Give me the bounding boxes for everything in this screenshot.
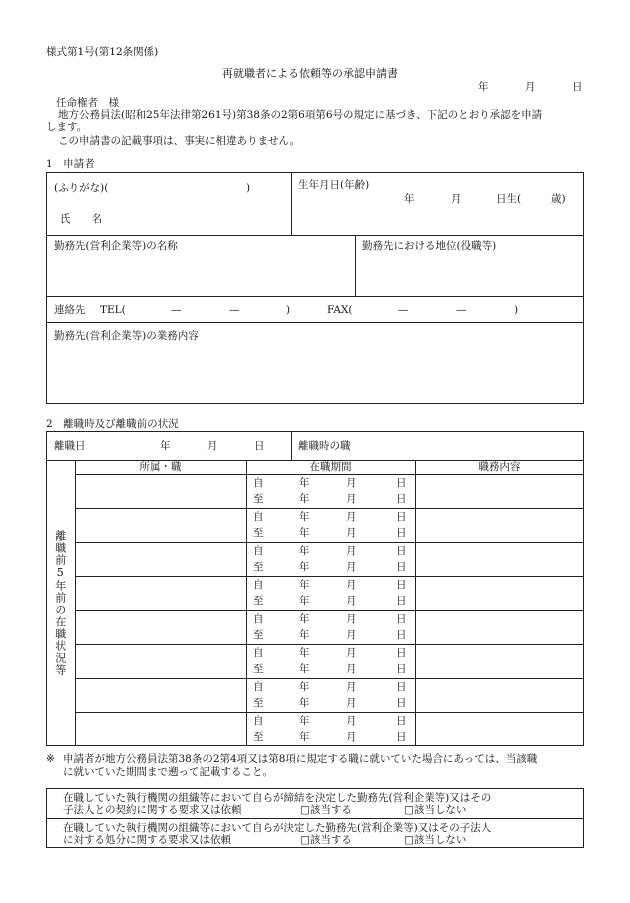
history-row-divider [75,542,584,543]
form-number: 様式第1号(第12条関係) [46,46,159,58]
history-to-label: 至 [253,663,264,675]
retirement-table [46,431,584,746]
history-from-label: 自 [253,681,264,693]
row-divider [46,322,584,323]
tel-dash-1: — [171,304,182,316]
date-month: 月 [525,81,536,93]
history-month-label: 月 [346,595,357,607]
history-month-label: 月 [346,647,357,659]
history-month-label: 月 [346,731,357,743]
history-year-label: 年 [299,579,310,591]
history-month-label: 月 [346,511,357,523]
date-day: 日 [572,81,583,93]
birth-day: 日生( [496,193,522,205]
history-year-label: 年 [299,561,310,573]
history-from-label: 自 [253,477,264,489]
history-from-label: 自 [253,579,264,591]
history-month-label: 月 [346,681,357,693]
history-year-label: 年 [299,731,310,743]
history-month-label: 月 [346,493,357,505]
col-header-dept: 所属・職 [139,461,182,473]
declaration: この申請書の記載事項は、事実に相違ありません。 [58,135,301,147]
check-row1-not-applies[interactable]: □該当しない [404,804,467,816]
history-to-label: 至 [253,493,264,505]
fax-open: FAX( [327,304,353,316]
retire-year: 年 [160,440,171,452]
col-divider [75,460,76,746]
history-day-label: 日 [396,477,407,489]
birth-year: 年 [404,193,415,205]
history-year-label: 年 [299,527,310,539]
history-year-label: 年 [299,629,310,641]
history-day-label: 日 [396,545,407,557]
furigana-label: (ふりがな)( [54,182,109,194]
history-to-label: 至 [253,561,264,573]
history-day-label: 日 [396,629,407,641]
note-line-2: に就いていた期間まで遡って記載すること。 [63,766,273,778]
history-day-label: 日 [396,697,407,709]
history-row-divider [75,678,584,679]
fax-dash-1: — [398,304,409,316]
history-month-label: 月 [346,477,357,489]
date-year: 年 [478,81,489,93]
history-month-label: 月 [346,715,357,727]
position-label: 勤務先における地位(役職等) [362,240,497,252]
history-row-divider [75,610,584,611]
history-to-label: 至 [253,595,264,607]
check-row1-applies[interactable]: □該当する [300,804,352,816]
fax-close: ) [514,304,519,316]
birth-age: 歳) [551,193,566,205]
history-row-divider [75,712,584,713]
history-to-label: 至 [253,697,264,709]
history-day-label: 日 [396,613,407,625]
row-divider [75,474,584,475]
retire-post-label: 離職時の職 [298,440,351,452]
applicant-table [46,172,584,404]
check-row1-line1: 在職していた執行機関の組織等において自らが締結を決定した勤務先(営利企業等)又はその [63,792,492,804]
history-from-label: 自 [253,545,264,557]
history-year-label: 年 [299,613,310,625]
history-to-label: 至 [253,527,264,539]
business-label: 勤務先(営利企業等)の業務内容 [54,330,199,342]
retire-day: 日 [254,440,265,452]
history-month-label: 月 [346,527,357,539]
history-year-label: 年 [299,545,310,557]
history-to-label: 至 [253,629,264,641]
history-day-label: 日 [396,493,407,505]
history-day-label: 日 [396,663,407,675]
history-day-label: 日 [396,511,407,523]
furigana-close: ) [246,182,251,194]
col-divider [246,460,247,746]
history-day-label: 日 [396,595,407,607]
history-day-label: 日 [396,715,407,727]
history-day-label: 日 [396,647,407,659]
history-year-label: 年 [299,493,310,505]
row-divider [46,818,584,819]
tel-dash-2: — [229,304,240,316]
check-row2-line2: に対する処分に関する要求又は依頼 [63,834,231,846]
history-day-label: 日 [396,731,407,743]
history-to-label: 至 [253,731,264,743]
retire-date-label: 離職日 [54,440,86,452]
birth-label: 生年月日(年齢) [298,179,370,191]
history-month-label: 月 [346,561,357,573]
col-divider [415,460,416,746]
history-year-label: 年 [299,511,310,523]
history-row-divider [75,644,584,645]
intro-line-1: 地方公務員法(昭和25年法律第261号)第38条の2第6項第6号の規定に基づき、下記のとおり承認を申請 [58,109,543,121]
note-mark: ※ [46,753,55,765]
history-from-label: 自 [253,647,264,659]
employer-label: 勤務先(営利企業等)の名称 [54,240,178,252]
note-line-1: 申請者が地方公務員法第38条の2第4項又は第8項に規定する職に就いていた場合にあっては、当該職 [63,753,538,765]
history-year-label: 年 [299,595,310,607]
name-label: 氏 名 [60,213,102,225]
section1-heading: 1 申請者 [46,158,95,170]
history-month-label: 月 [346,579,357,591]
contact-label: 連絡先 [54,304,86,316]
history-year-label: 年 [299,647,310,659]
history-row-divider [75,576,584,577]
history-day-label: 日 [396,527,407,539]
intro-line-2: します。 [46,121,88,133]
check-row2-line1: 在職していた執行機関の組織等において自らが決定した勤務先(営利企業等)又はその子法人 [63,822,492,834]
form-title: 再就職者による依頼等の承認申請書 [222,67,398,80]
history-day-label: 日 [396,561,407,573]
history-vertical-label: 離職前5年前の在職状況等 [53,530,67,676]
fax-dash-2: — [456,304,467,316]
birth-month: 月 [451,193,462,205]
history-month-label: 月 [346,629,357,641]
history-day-label: 日 [396,681,407,693]
history-year-label: 年 [299,477,310,489]
history-from-label: 自 [253,613,264,625]
history-year-label: 年 [299,663,310,675]
history-from-label: 自 [253,511,264,523]
col-divider [355,235,356,296]
tel-open: TEL( [100,304,126,316]
check-row1-line2: 子法人との契約に関する要求又は依頼 [63,804,242,816]
history-day-label: 日 [396,579,407,591]
history-month-label: 月 [346,613,357,625]
row-divider [46,296,584,297]
history-from-label: 自 [253,715,264,727]
check-row2-not-applies[interactable]: □該当しない [404,834,467,846]
retire-month: 月 [207,440,218,452]
row-divider [46,235,584,236]
col-divider [291,431,292,460]
history-month-label: 月 [346,663,357,675]
history-year-label: 年 [299,715,310,727]
section2-heading: 2 離職時及び離職前の状況 [46,418,179,430]
history-row-divider [75,508,584,509]
history-month-label: 月 [346,545,357,557]
addressee: 任命権者 様 [56,97,119,109]
history-month-label: 月 [346,697,357,709]
history-year-label: 年 [299,697,310,709]
check-row2-applies[interactable]: □該当する [300,834,352,846]
col-header-duties: 職務内容 [478,461,521,473]
col-header-period: 在職期間 [309,461,352,473]
col-divider [291,172,292,235]
history-year-label: 年 [299,681,310,693]
tel-close: ) [286,304,291,316]
